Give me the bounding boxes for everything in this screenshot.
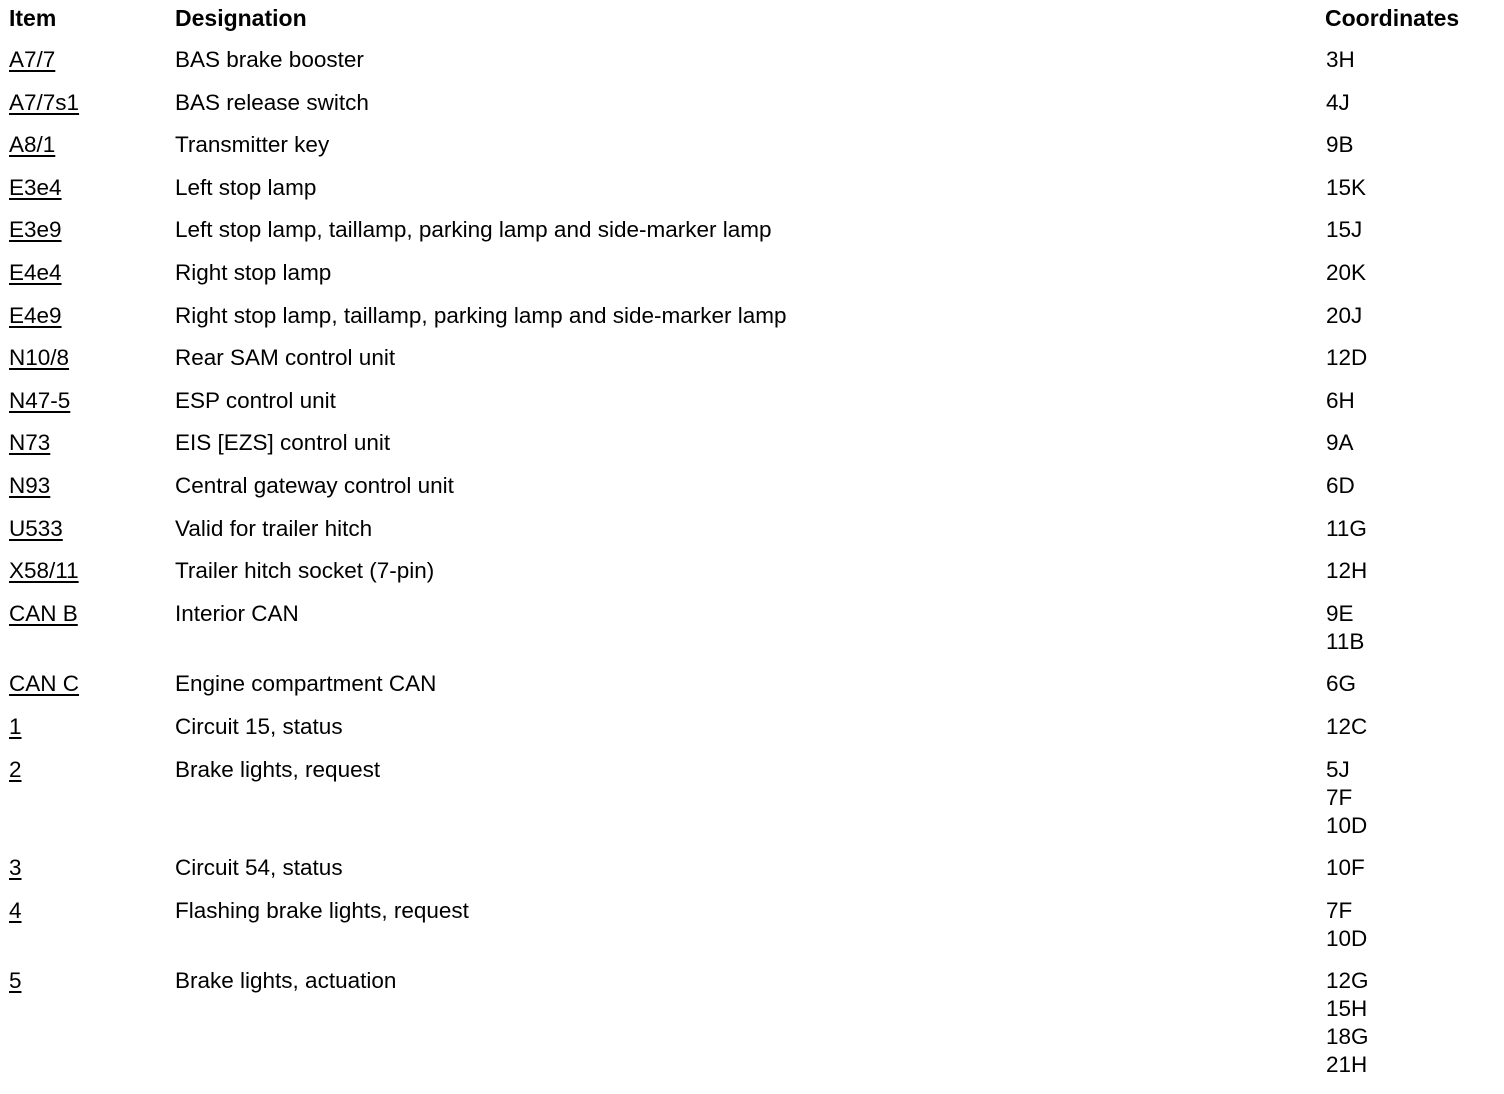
- designation-text: BAS release switch: [175, 89, 369, 115]
- designation-text: Circuit 54, status: [175, 855, 343, 881]
- designation-text: Circuit 15, status: [175, 713, 343, 739]
- legend-rows: [0, 46, 1504, 1094]
- coordinates-cell: [1326, 89, 1504, 117]
- coordinate-value: 3H: [1326, 47, 1355, 72]
- table-row: [0, 600, 1504, 671]
- coordinates-cell: [1326, 600, 1504, 656]
- coordinate-value: 10F: [1326, 855, 1365, 881]
- table-row: [0, 89, 1504, 132]
- coordinate-value: 5J: [1326, 756, 1350, 782]
- item-link[interactable]: N10/8: [9, 345, 70, 371]
- item-link[interactable]: N73: [9, 430, 51, 456]
- table-row: [0, 670, 1504, 713]
- coordinate-value: 7F: [1326, 784, 1353, 810]
- item-link[interactable]: E4e4: [9, 259, 62, 285]
- designation-text: Right stop lamp, taillamp, parking lamp and side-marker lamp: [175, 302, 787, 328]
- item-link[interactable]: U533: [9, 515, 63, 541]
- item-link[interactable]: A7/7: [9, 47, 56, 72]
- item-link[interactable]: 5: [9, 968, 22, 994]
- table-row: [0, 515, 1504, 558]
- coordinates-cell: [1326, 472, 1504, 500]
- designation-text: Right stop lamp: [175, 259, 332, 285]
- table-row: [0, 429, 1504, 472]
- coordinate-value: 10D: [1326, 812, 1368, 838]
- item-link[interactable]: 4: [9, 897, 22, 923]
- table-row: [0, 46, 1504, 89]
- coordinate-value: 20J: [1326, 302, 1363, 328]
- table-row: [0, 259, 1504, 302]
- coordinates-cell: [1326, 713, 1504, 741]
- coordinate-value: 15J: [1326, 217, 1363, 243]
- item-link[interactable]: E3e4: [9, 174, 62, 200]
- coordinates-cell: [1326, 557, 1504, 585]
- coordinates-cell: [1326, 515, 1504, 543]
- table-row: [0, 302, 1504, 345]
- coordinates-cell: [1326, 302, 1504, 330]
- column-header-designation: Designation: [175, 5, 307, 31]
- table-row: [0, 216, 1504, 259]
- table-row: [0, 897, 1504, 968]
- coordinates-cell: [1326, 387, 1504, 415]
- table-row: [0, 131, 1504, 174]
- item-link[interactable]: 1: [9, 713, 22, 739]
- designation-text: Central gateway control unit: [175, 472, 454, 498]
- designation-text: Rear SAM control unit: [175, 345, 396, 371]
- designation-text: Brake lights, request: [175, 756, 381, 782]
- table-row: [0, 756, 1504, 855]
- coordinates-cell: [1326, 131, 1504, 159]
- coordinates-cell: [1326, 670, 1504, 698]
- designation-text: Left stop lamp, taillamp, parking lamp and side-marker lamp: [175, 217, 772, 243]
- item-link[interactable]: E4e9: [9, 302, 62, 328]
- designation-text: Valid for trailer hitch: [175, 515, 373, 541]
- coordinate-value: 11G: [1326, 515, 1367, 541]
- coordinate-value: 15K: [1326, 174, 1367, 200]
- column-header-coordinates: Coordinates: [1325, 5, 1460, 31]
- table-row: [0, 344, 1504, 387]
- coordinate-value: 9B: [1326, 132, 1354, 158]
- table-row: [0, 174, 1504, 217]
- coordinate-value: 9A: [1326, 430, 1354, 456]
- coordinate-value: 15H: [1326, 996, 1368, 1022]
- designation-text: Flashing brake lights, request: [175, 897, 469, 923]
- item-link[interactable]: N93: [9, 472, 51, 498]
- item-link[interactable]: CAN B: [9, 600, 78, 626]
- coordinates-cell: [1326, 216, 1504, 244]
- item-link[interactable]: CAN C: [9, 671, 80, 697]
- coordinates-cell: [1326, 429, 1504, 457]
- coordinate-value: 21H: [1326, 1052, 1368, 1078]
- item-link[interactable]: A7/7s1: [9, 89, 80, 115]
- designation-text: Engine compartment CAN: [175, 671, 437, 697]
- coordinates-cell: [1326, 259, 1504, 287]
- coordinate-value: 12D: [1326, 345, 1368, 371]
- coordinates-cell: [1326, 854, 1504, 882]
- item-link[interactable]: X58/11: [9, 558, 79, 584]
- table-row: [0, 967, 1504, 1094]
- designation-text: Trailer hitch socket (7-pin): [175, 558, 435, 584]
- coordinates-cell: [1326, 174, 1504, 202]
- coordinate-value: 6G: [1326, 671, 1357, 697]
- table-row: [0, 557, 1504, 600]
- coordinates-cell: [1326, 46, 1504, 74]
- item-link[interactable]: 2: [9, 756, 22, 782]
- designation-text: Interior CAN: [175, 600, 299, 626]
- designation-text: ESP control unit: [175, 387, 336, 413]
- table-row: [0, 854, 1504, 897]
- coordinates-cell: [1326, 756, 1504, 840]
- coordinate-value: 4J: [1326, 89, 1350, 115]
- table-row: [0, 387, 1504, 430]
- designation-text: Transmitter key: [175, 132, 330, 158]
- coordinate-value: 7F: [1326, 897, 1353, 923]
- coordinate-value: 20K: [1326, 259, 1367, 285]
- item-link[interactable]: N47-5: [9, 387, 71, 413]
- coordinates-cell: [1326, 344, 1504, 372]
- designation-text: Brake lights, actuation: [175, 968, 397, 994]
- designation-text: EIS [EZS] control unit: [175, 430, 391, 456]
- coordinate-value: 12G: [1326, 968, 1369, 994]
- designation-text: BAS brake booster: [175, 47, 364, 72]
- coordinate-value: 12H: [1326, 558, 1368, 584]
- table-row: [0, 713, 1504, 756]
- designation-text: Left stop lamp: [175, 174, 317, 200]
- coordinates-cell: [1326, 897, 1504, 953]
- coordinate-value: 9E: [1326, 600, 1354, 626]
- table-row: [0, 472, 1504, 515]
- item-link[interactable]: E3e9: [9, 217, 62, 243]
- column-header-item: Item: [9, 5, 57, 31]
- coordinates-cell: [1326, 967, 1504, 1079]
- item-link[interactable]: 3: [9, 855, 22, 881]
- item-link[interactable]: A8/1: [9, 132, 56, 158]
- coordinate-value: 6D: [1326, 472, 1355, 498]
- coordinate-value: 18G: [1326, 1024, 1369, 1050]
- coordinate-value: 11B: [1326, 628, 1365, 654]
- coordinate-value: 10D: [1326, 925, 1368, 951]
- coordinate-value: 6H: [1326, 387, 1355, 413]
- coordinate-value: 12C: [1326, 713, 1368, 739]
